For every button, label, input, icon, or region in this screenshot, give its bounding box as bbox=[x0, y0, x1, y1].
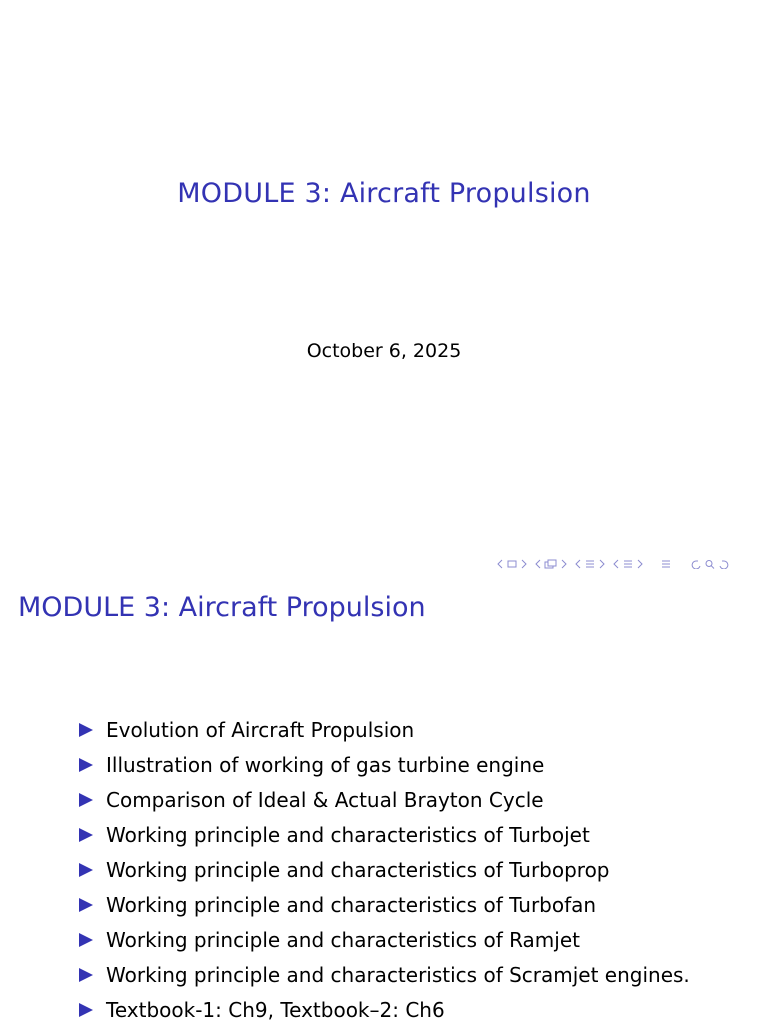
prev-document-icon[interactable] bbox=[612, 559, 620, 569]
list-item bbox=[78, 817, 690, 852]
triangle-bullet-icon bbox=[78, 757, 94, 773]
section-nav-group bbox=[574, 559, 606, 569]
triangle-bullet-icon bbox=[78, 862, 94, 878]
list-item-text: Comparison of Ideal & Actual Brayton Cycle bbox=[106, 787, 544, 812]
list-item-text: Evolution of Aircraft Propulsion bbox=[106, 717, 415, 742]
prev-section-icon[interactable] bbox=[574, 559, 582, 569]
beamer-navigation-bar bbox=[496, 556, 730, 572]
list-item bbox=[78, 852, 690, 887]
content-slide bbox=[0, 576, 768, 1024]
appendix-nav-group bbox=[660, 559, 672, 569]
list-item-text: Working principle and characteristics of Scramjet engines. bbox=[106, 962, 690, 987]
list-item bbox=[78, 782, 690, 817]
list-item bbox=[78, 922, 690, 957]
list-item bbox=[78, 887, 690, 922]
back-icon[interactable] bbox=[690, 559, 702, 569]
list-item-text: Working principle and characteristics of Turboprop bbox=[106, 857, 610, 882]
list-item-text: Textbook-1: Ch9, Textbook–2: Ch6 bbox=[106, 997, 445, 1022]
frame-icon[interactable] bbox=[506, 559, 518, 569]
triangle-bullet-icon bbox=[78, 897, 94, 913]
list-item-text: Illustration of working of gas turbine engine bbox=[106, 752, 545, 777]
frame-title: MODULE 3: Aircraft Propulsion bbox=[18, 592, 426, 623]
prev-slide-icon[interactable] bbox=[496, 559, 504, 569]
list-item-text: Working principle and characteristics of Ramjet bbox=[106, 927, 580, 952]
list-item-text: Working principle and characteristics of Turbofan bbox=[106, 892, 597, 917]
triangle-bullet-icon bbox=[78, 932, 94, 948]
list-item-text: Working principle and characteristics of Turbojet bbox=[106, 822, 590, 847]
search-icon[interactable] bbox=[704, 559, 716, 569]
triangle-bullet-icon bbox=[78, 792, 94, 808]
presentation-date: October 6, 2025 bbox=[306, 340, 462, 362]
triangle-bullet-icon bbox=[78, 827, 94, 843]
next-section-icon[interactable] bbox=[598, 559, 606, 569]
list-item bbox=[78, 747, 690, 782]
subsection-nav-group bbox=[534, 559, 568, 569]
topic-list bbox=[78, 712, 690, 1024]
next-subsection-icon[interactable] bbox=[560, 559, 568, 569]
document-icon[interactable] bbox=[622, 559, 634, 569]
list-item bbox=[78, 712, 690, 747]
appendix-icon[interactable] bbox=[660, 559, 672, 569]
next-document-icon[interactable] bbox=[636, 559, 644, 569]
document-nav-group bbox=[612, 559, 644, 569]
presentation-title: MODULE 3: Aircraft Propulsion bbox=[177, 178, 591, 209]
next-slide-icon[interactable] bbox=[520, 559, 528, 569]
triangle-bullet-icon bbox=[78, 1002, 94, 1018]
triangle-bullet-icon bbox=[78, 722, 94, 738]
frame-nav-group bbox=[496, 559, 528, 569]
subsection-icon[interactable] bbox=[544, 559, 558, 569]
section-icon[interactable] bbox=[584, 559, 596, 569]
misc-nav-group bbox=[690, 559, 730, 569]
triangle-bullet-icon bbox=[78, 967, 94, 983]
prev-subsection-icon[interactable] bbox=[534, 559, 542, 569]
forward-icon[interactable] bbox=[718, 559, 730, 569]
list-item bbox=[78, 957, 690, 992]
list-item bbox=[78, 992, 690, 1024]
